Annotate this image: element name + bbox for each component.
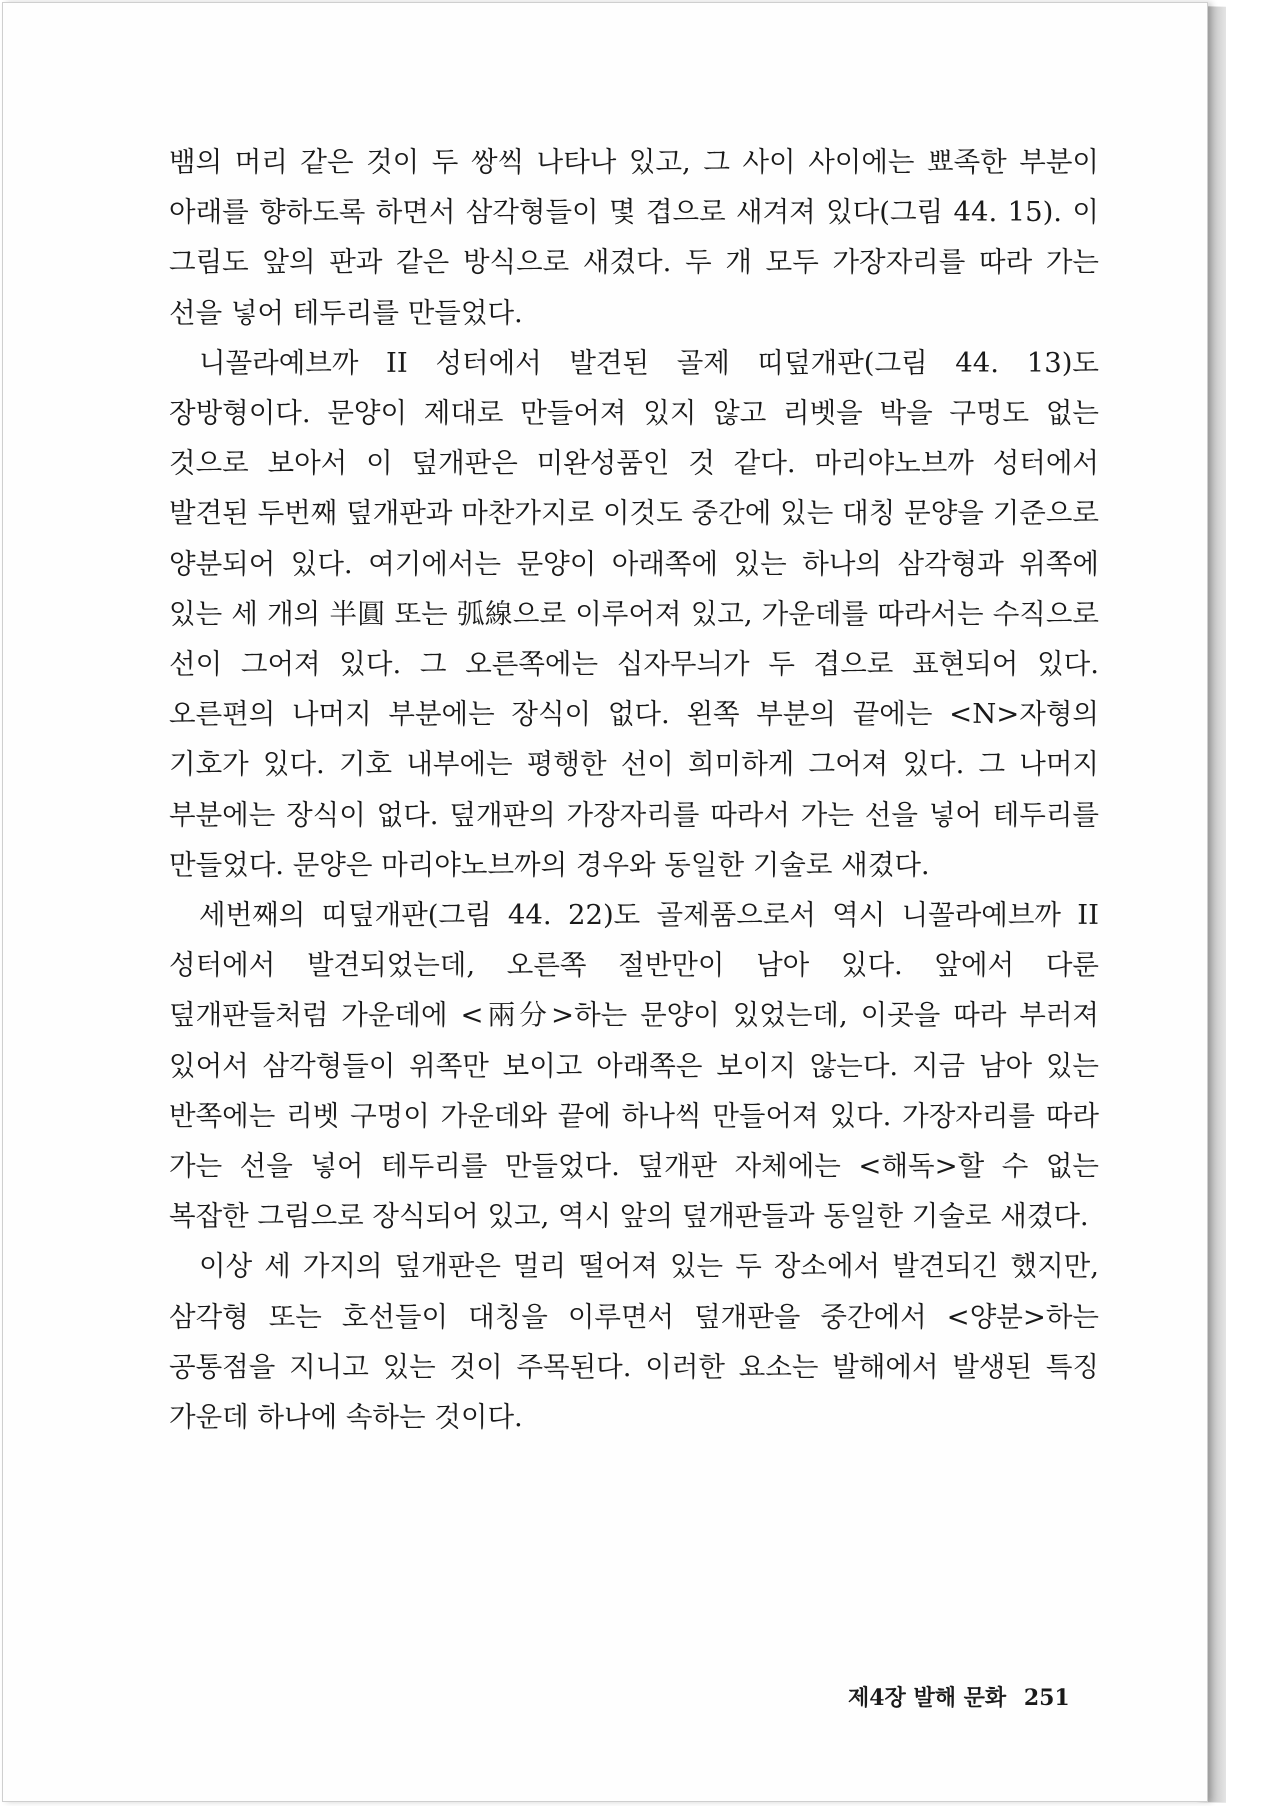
paragraph-3: 세번째의 띠덮개판(그림 44. 22)도 골제품으로서 역시 니꼴라예브까 II 성터에서 발견되었는데, 오른쪽 절반만이 남아 있다. 앞에서 다룬 덮개판들처럼 가운데에 <兩分>하는 문양이 있었는데, 이곳을 따라 부러져 있어서 삼각형들이 위쪽만 보이고 아래쪽은 보이지 않는다. 지금 남아 있는 반쪽에는 리벳 구멍이 가운데와 끝에 하나씩 만들어져 있다. 가장자리를 따라 가는 선을 넣어 테두리를 만들었다. 덮개판 자체에는 <해독>할 수 없는 복잡한 그림으로 장식되어 있고, 역시 앞의 덮개판들과 동일한 기술로 새겼다.: [169, 899, 1099, 1233]
page-footer: [848, 1681, 1070, 1712]
paragraph-2: 니꼴라예브까 II 성터에서 발견된 골제 띠덮개판(그림 44. 13)도 장방형이다. 문양이 제대로 만들어져 있지 않고 리벳을 박을 구멍도 없는 것으로 보아서 이 덮개판은 미완성품인 것 같다. 마리야노브까 성터에서 발견된 두번째 덮개판과 마찬가지로 이것도 중간에 있는 대칭 문양을 기준으로 양분되어 있다. 여기에서는 문양이 아래쪽에 있는 하나의 삼각형과 위쪽에 있는 세 개의 半圓 또는 弧線으로 이루어져 있고, 가운데를 따라서는 수직으로 선이 그어져 있다. 그 오른쪽에는 십자무늬가 두 겹으로 표현되어 있다. 오른편의 나머지 부분에는 장식이 없다. 왼쪽 부분의 끝에는 <N>자형의 기호가 있다. 기호 내부에는 평행한 선이 희미하게 그어져 있다. 그 나머지 부분에는 장식이 없다. 덮개판의 가장자리를 따라서 가는 선을 넣어 테두리를 만들었다. 문양은 마리야노브까의 경우와 동일한 기술로 새겼다.: [169, 346, 1099, 881]
running-footer-chapter: 제4장 발해 문화: [848, 1685, 1007, 1711]
book-page: [2, 2, 1208, 1802]
paragraph-4: 이상 세 가지의 덮개판은 멀리 떨어져 있는 두 장소에서 발견되긴 했지만, 삼각형 또는 호선들이 대칭을 이루면서 덮개판을 중간에서 <양분>하는 공통점을 지니고 있는 것이 주목된다. 이러한 요소는 발해에서 발생된 특징 가운데 하나에 속하는 것이다.: [169, 1250, 1099, 1434]
paragraph-1: 뱀의 머리 같은 것이 두 쌍씩 나타나 있고, 그 사이 사이에는 뾰족한 부분이 아래를 향하도록 하면서 삼각형들이 몇 겹으로 새겨져 있다(그림 44. 15). 이 그림도 앞의 판과 같은 방식으로 새겼다. 두 개 모두 가장자리를 따라 가는 선을 넣어 테두리를 만들었다.: [169, 146, 1099, 329]
body-text: [169, 137, 1099, 1442]
page-number: 251: [1023, 1685, 1070, 1711]
